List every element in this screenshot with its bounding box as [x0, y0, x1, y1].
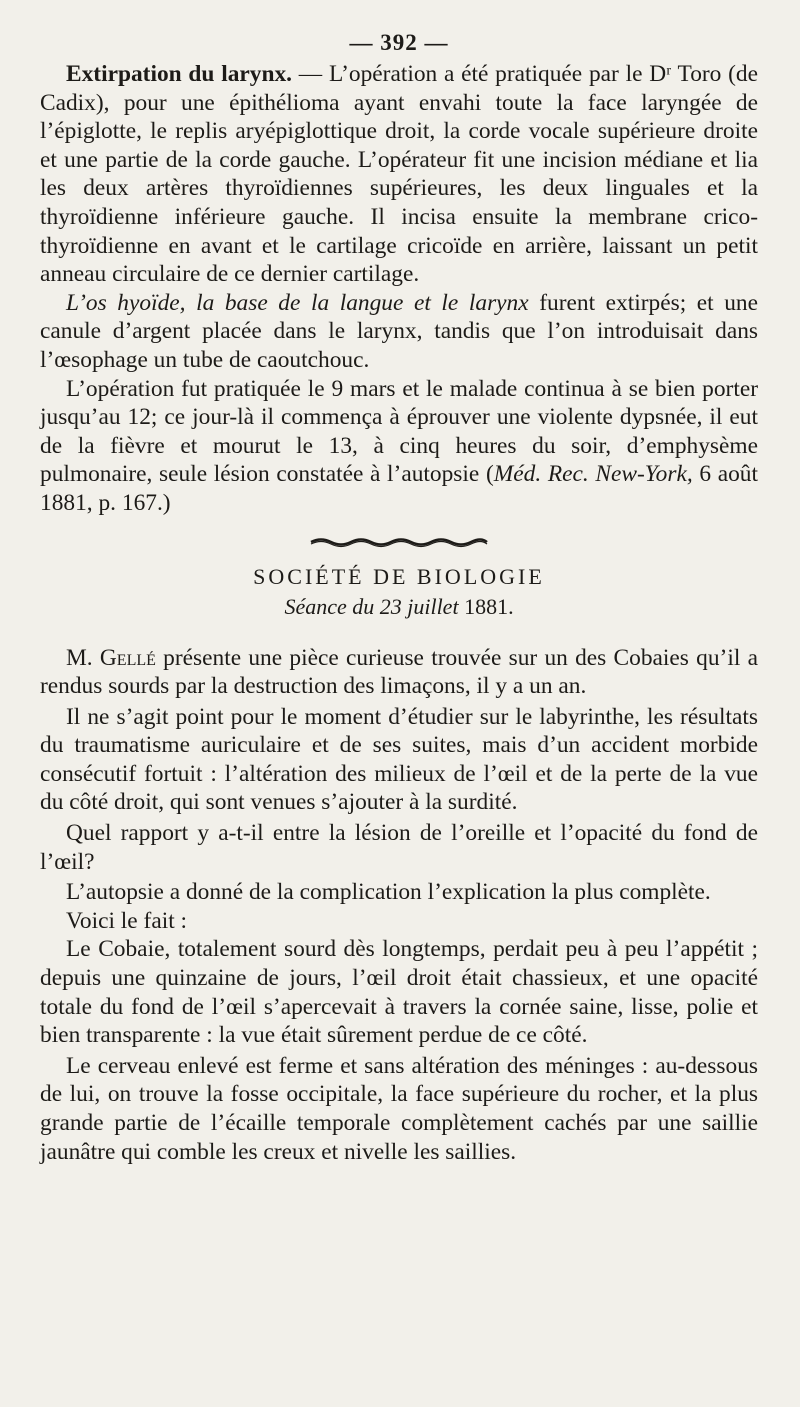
section-date — [40, 594, 758, 620]
article-gelle-paragraph-4: L’autopsie a donné de la complication l’explication la plus complète. — [66, 879, 711, 906]
article-gelle-paragraph-5: Voici le fait : — [66, 907, 188, 934]
article-gelle-paragraph-6: Le Cobaie, totalement sourd dès longtemps, perdait peu à peu l’appétit ; depuis une quinzaine de jours, l’œil droit était chassieux, et une opacité totale du fond de l’œil s’apercevait à travers la cornée saine, lisse, polie et bien transparente : la vue était sûrement perdue de ce côté. — [40, 936, 758, 1049]
article-gelle-paragraph-7: Le cerveau enlevé est ferme et sans altération des méninges : au-dessous de lui, on trouve la fosse occipitale, la face supérieure du rocher, et la plus grande partie de l’écaille temporale complètement cachés par une saillie jaunâtre qui comble les creux et nivelle les saillies. — [40, 1052, 758, 1165]
article-gelle-paragraph-2: Il ne s’agit point pour le moment d’étudier sur le labyrinthe, les résultats du traumatisme auriculaire et de ses suites, mais d’un accident morbide consécutif fortuit : l’altération des milieux de l’œil et de la perte de la vue du côté droit, qui sont venues s’ajouter à la surdité. — [40, 703, 758, 816]
section-title: SOCIÉTÉ DE BIOLOGIE — [253, 563, 545, 589]
citation-journal: Méd. Rec. New-York, — [493, 461, 693, 488]
article-gelle-paragraph-3: Quel rapport y a-t-il entre la lésion de l’oreille et l’opacité du fond de l’œil? — [40, 820, 758, 875]
article-gelle-paragraph-1 — [40, 644, 758, 701]
article-extirpation-paragraph-3 — [40, 375, 758, 518]
paragraph-text: furent extirpés; et une canule d’argent placée dans le larynx, tandis que l’on introduisait dans l’œsophage un tube de caoutchouc. — [40, 289, 758, 373]
author-name: M. Gellé — [66, 644, 156, 671]
citation-details: 6 août 1881, p. 167.) — [40, 461, 758, 516]
article-extirpation-paragraph-1 — [40, 60, 758, 289]
paragraph-text: — L’opération a été pratiquée par le Dʳ Toro (de Cadix), pour une épithélioma ayant envahi toute la face laryngée de l’épiglotte, le replis aryépiglottique droit, la corde vocale supérieure droite et une partie de la corde gauche. L’opérateur fit une incision médiane et lia les deux artères thyroïdiennes supérieures, les deux linguales et la thyroïdienne inférieure gauche. Il incisa ensuite la membrane crico-thyroïdienne en avant et le cartilage cricoïde en arrière, laissant un petit anneau circulaire de ce dernier cartilage. — [40, 61, 759, 288]
italic-phrase: L’os hyoïde, la base de la langue et le larynx — [66, 289, 529, 316]
paragraph-text: présente une pièce curieuse trouvée sur un des Cobaies qu’il a rendus sourds par la destruction des limaçons, il y a un an. — [40, 644, 758, 700]
citation-open: ( — [485, 461, 494, 488]
article-extirpation-paragraph-2 — [40, 289, 758, 375]
session-date: Séance du 23 juillet — [284, 593, 459, 619]
ornamental-rule — [309, 536, 489, 548]
session-year: 1881. — [458, 593, 514, 619]
runin-heading: Extirpation du larynx. — [66, 61, 293, 87]
paragraph-text: L’opération fut pratiquée le 9 mars et le malade continua à se bien porter jusqu’au 12; ce jour-là il commença à éprouver une violente dypsnée, il eut de la fièvre et mourut le 13, à cinq heures du soir, d’emphysème pulmonaire, seule lésion constatée à l’autopsie — [40, 375, 758, 488]
page-number: — 392 — — [349, 30, 449, 55]
